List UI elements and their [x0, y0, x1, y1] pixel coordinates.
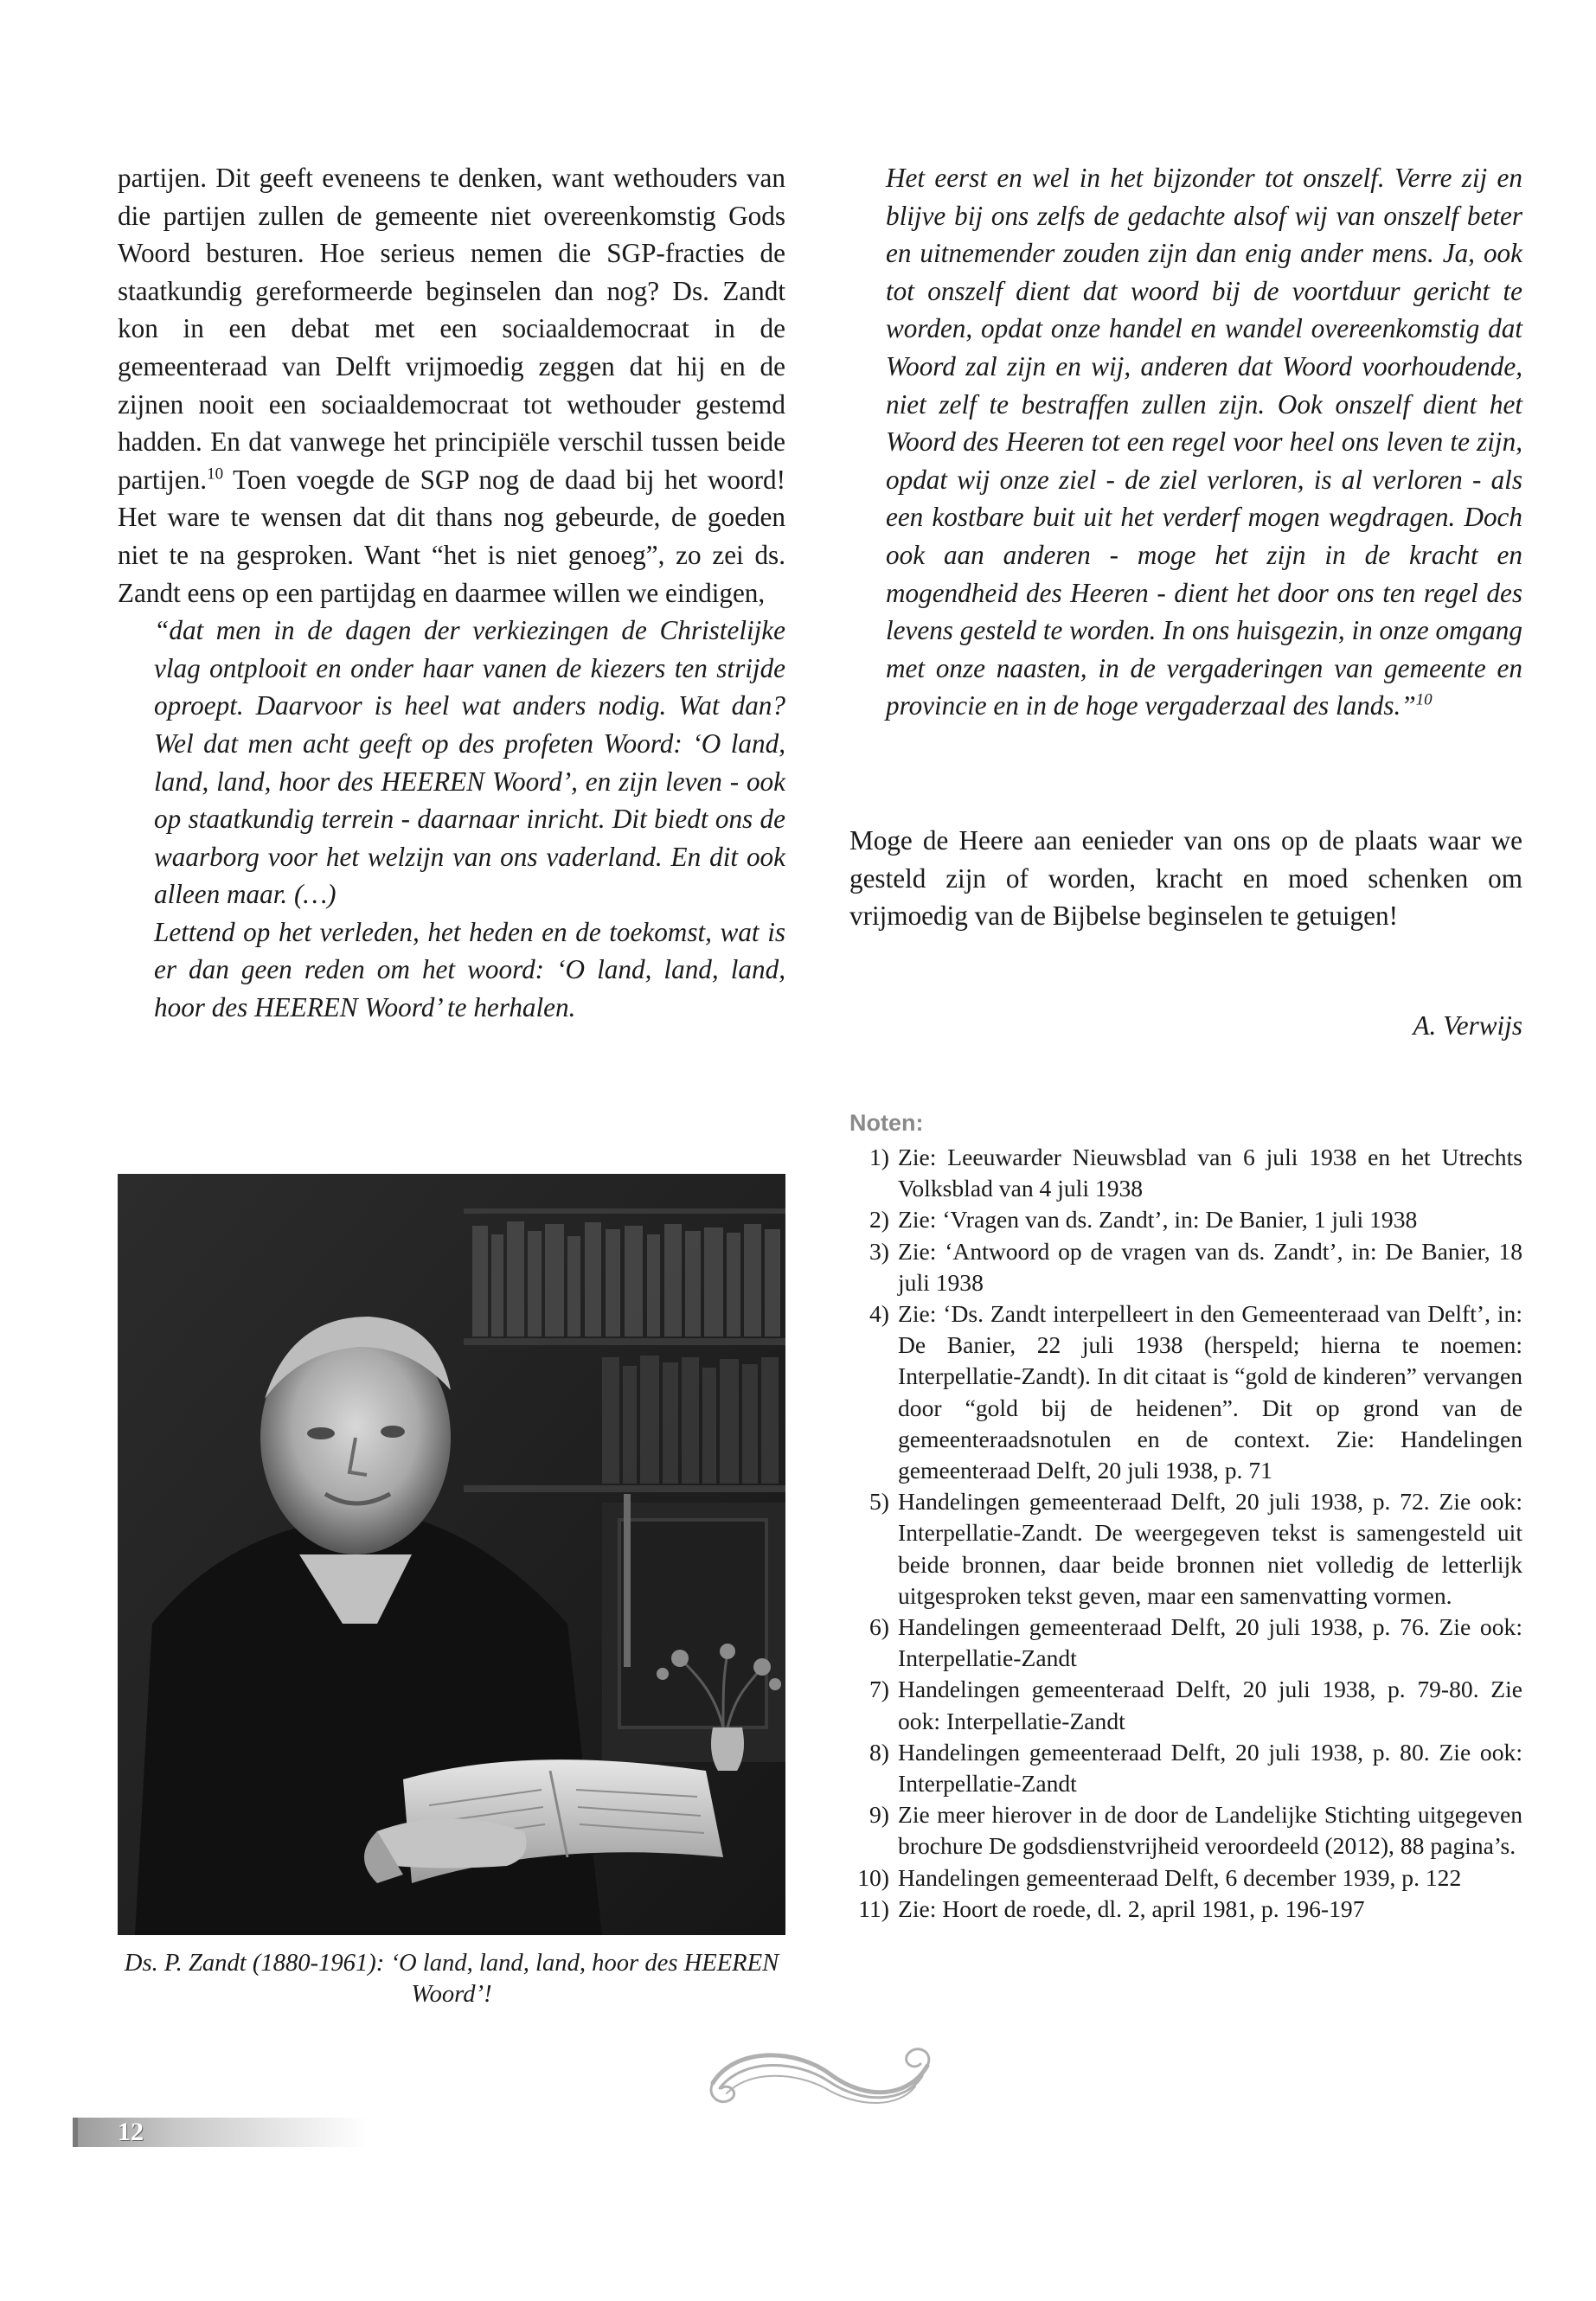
note-item: 6) Handelingen gemeenteraad Delft, 20 juli 1938, p. 76. Zie ook: Interpellatie-Zandt: [869, 1613, 1522, 1672]
note-item: 1) Zie: Leeuwarder Nieuwsblad van 6 juli 1938 en het Utrechts Volksblad van 4 juli 1938: [869, 1144, 1522, 1202]
page-number: 12: [118, 2118, 144, 2146]
page-tab-edge: [73, 2118, 78, 2147]
quote-paragraph: Lettend op het verleden, het heden en de toekomst, wat is er dan geen reden om het woord: ‘O land, land, land, hoor des HEEREN Woord’ te herhalen.: [154, 916, 785, 1023]
photo-caption: Ds. P. Zandt (1880-1961): ‘O land, land, land, hoor des HEEREN Woord’!: [124, 1950, 779, 2008]
footnote-ref: 10: [207, 465, 224, 484]
page-number-tab: [73, 2118, 367, 2147]
portrait-illustration: [118, 1174, 785, 1935]
portrait-photo: [118, 1174, 785, 1935]
note-item: 3) Zie: ‘Antwoord op de vragen van ds. Zandt’, in: De Banier, 18 juli 1938: [869, 1237, 1522, 1296]
quote-paragraph: “dat men in de dagen der verkiezingen de Christelijke vlag ontplooit en onder haar vanen de kiezers ten strijde oproept. Daarvoor is heel wat anders nodig. Wat dan? Wel dat men acht geeft op des profeten Woord: ‘O land, land, land, hoor des HEEREN Woord’, en zijn leven - ook op staatkundig terrein - daarnaar inricht. Dit biedt ons de waarborg voor het welzijn van ons vaderland. En dit ook alleen maar. (…): [154, 615, 785, 910]
note-item: 10) Handelingen gemeenteraad Delft, 6 december 1939, p. 122: [857, 1863, 1462, 1891]
note-item: 4) Zie: ‘Ds. Zandt interpelleert in den Gemeenteraad van Delft’, in: De Banier, 22 juli 1938 (herspeld; hierna te noemen: Interpellatie-Zandt). In dit citaat is “gold de kinderen” vervangen door “gold bij de heidenen”. Dit op grond van de gemeenteraadsnotulen en de context. Zie: Handelingen gemeenteraad Delft, 20 juli 1938, p. 71: [869, 1300, 1522, 1484]
closing-paragraph: Moge de Heere aan eenieder van ons op de plaats waar we gesteld zijn of worden, kracht en moed schenken om vrijmoedig van de Bijbelse beginselen te getuigen!: [849, 825, 1522, 932]
notes-list: [849, 1142, 1522, 1925]
footnote-ref: 10: [1415, 690, 1433, 709]
note-item: 2) Zie: ‘Vragen van ds. Zandt’, in: De Banier, 1 juli 1938: [869, 1206, 1418, 1234]
left-column: [118, 159, 785, 1027]
body-paragraph: partijen. Dit geeft eveneens te denken, want wethouders van die partijen zullen de gemeente niet overeenkomstig Gods Woord besturen. Hoe serieus nemen die SGP-fracties de staatkundig gereformeerde beginselen dan nog? Ds. Zandt kon in een debat met een sociaaldemocraat in de gemeenteraad van Delft vrijmoedig zeggen dat hij en de zijnen nooit een sociaaldemocraat tot wethouder gestemd hadden. En dat vanwege het principiële verschil tussen beide partijen.$^{10}$ Toen voegde de SGP nog de daad bij het woord! Het ware te wensen dat dit thans nog gebeurde, de goeden niet te na gesproken. Want “het is niet genoeg”, zo zei ds. Zandt eens op een partijdag en daarmee willen we eindigen,: [118, 163, 785, 608]
footnotes: [849, 1107, 1522, 1925]
note-item: 7) Handelingen gemeenteraad Delft, 20 juli 1938, p. 79-80. Zie ook: Interpellatie-Zandt: [869, 1676, 1522, 1734]
author-signature: A. Verwijs: [1413, 1010, 1522, 1041]
block-quote: [118, 612, 785, 1027]
note-item: 5) Handelingen gemeenteraad Delft, 20 juli 1938, p. 72. Zie ook: Interpellatie-Zandt. De weergegeven tekst is samengesteld uit beide bronnen, daar beide bronnen niet volledig de letterlijk uitgesproken tekst geven, maar een samenvatting vormen.: [869, 1488, 1522, 1609]
note-item: 8) Handelingen gemeenteraad Delft, 20 juli 1938, p. 80. Zie ook: Interpellatie-Zandt: [869, 1738, 1522, 1798]
notes-title: Noten:: [849, 1110, 924, 1136]
note-item: 9) Zie meer hierover in de door de Landelijke Stichting uitgegeven brochure De godsdienstvrijheid veroordeeld (2012), 88 pagina’s.: [869, 1801, 1522, 1860]
quote-paragraph: Het eerst en wel in het bijzonder tot onszelf. Verre zij en blijve bij ons zelfs de gedachte alsof wij van onszelf beter en uitnemender zouden zijn dan enig ander mens. Ja, ook tot onszelf dient dat woord bij de voortduur gericht te worden, opdat onze handel en wandel overeenkomstig dat Woord zal zijn en wij, anderen dat Woord voorhoudende, niet zelf te bestraffen zullen zijn. Ook onszelf dient het Woord des Heeren tot een regel voor heel ons leven te zijn, opdat wij onze ziel - de ziel verloren, is al verloren - als een kostbare buit uit het verderf mogen wegdragen. Doch ook aan anderen - moge het zijn in de kracht en mogendheid des Heeren - dient het door ons ten regel des levens gesteld te worden. In ons huisgezin, in onze omgang met onze naasten, in de vergaderingen van gemeente en provincie en in de hoge vergaderzaal des lands.”$^{10}$: [886, 163, 1522, 721]
right-column: [849, 159, 1522, 725]
block-quote-continued: [849, 159, 1522, 725]
decorative-swirl-icon: [701, 2031, 939, 2118]
note-item: 11) Zie: Hoort de roede, dl. 2, april 1981, p. 196-197: [858, 1894, 1365, 1922]
